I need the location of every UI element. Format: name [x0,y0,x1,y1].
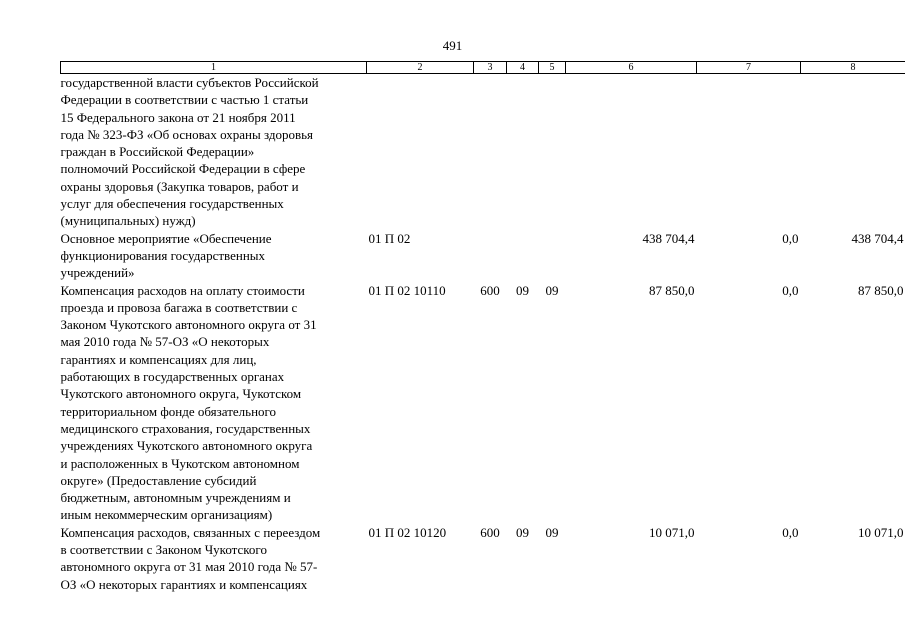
row-pr-cell: 09 [545,524,559,540]
column-header-4: 4 [507,62,539,74]
row-code-cell: 01 П 02 [368,230,411,246]
table-row [61,230,905,282]
row-name-cell: Основное мероприятие «Обеспечение функционирования государственных учреждений» [60,230,272,281]
row-fed-cell: 0,0 [782,282,799,298]
row-fed-cell: 0,0 [782,230,799,246]
column-header-6: 6 [566,62,697,74]
row-code-cell [367,74,474,230]
table-row [61,74,905,230]
row-vr-cell: 600 [480,282,500,298]
table-row [61,524,905,593]
page-number: 491 [442,38,463,53]
table-row [61,282,905,524]
row-pr-cell [539,74,566,230]
row-regional-cell: 87 850,0 [858,282,904,298]
row-pr-cell: 09 [545,282,559,298]
column-number-header-row [61,62,905,74]
row-fed-cell [697,74,801,230]
row-regional-cell: 438 704,4 [851,230,904,246]
row-vr-cell: 600 [480,524,500,540]
row-fed-cell: 0,0 [782,524,799,540]
row-rz-cell: 09 [516,524,529,540]
row-regional-cell [801,74,905,230]
row-total-cell [566,74,697,230]
row-name-cell: Компенсация расходов, связанных с переездом в соответствии с Законом Чукотского автономного округа от 31 мая 2010 года № 57- ОЗ «О некоторых гарантиях и компенсациях [60,524,321,592]
column-header-8: 8 [801,62,905,74]
row-total-cell: 87 850,0 [649,282,695,298]
row-rz-cell [507,74,539,230]
row-pr-cell [539,230,566,282]
column-header-5: 5 [539,62,566,74]
row-rz-cell: 09 [516,282,529,298]
column-header-1: 1 [61,62,367,74]
column-header-7: 7 [697,62,801,74]
row-total-cell: 10 071,0 [649,524,695,540]
row-name-cell: Компенсация расходов на оплату стоимости проезда и провоза багажа в соответствии с Законом Чукотского автономного округа от 31 мая 2010 года № 57-ОЗ «О некоторых гарантиях и компенсациях для лиц, работающих в государственных органах Чукотского автономного округа, Чукотском территориальном фонде обязательного медицинского страхования, государственных учреждениях Чукотского автономного округа и расположенных в Чукотском автономном округе» (Предоставление субсидий бюджетным, автономным учреждениям и иным некоммерческим организациям) [60,282,317,523]
row-vr-cell [474,74,507,230]
row-rz-cell [507,230,539,282]
row-total-cell: 438 704,4 [642,230,695,246]
column-header-3: 3 [474,62,507,74]
row-code-cell: 01 П 02 10110 [368,282,446,298]
row-vr-cell [474,230,507,282]
budget-table [60,61,905,593]
column-header-2: 2 [367,62,474,74]
row-regional-cell: 10 071,0 [858,524,904,540]
row-code-cell: 01 П 02 10120 [368,524,447,540]
row-name-cell: государственной власти субъектов Российской Федерации в соответствии с частью 1 статьи 15 Федерального закона от 21 ноября 2011 года № 323-ФЗ «Об основах охраны здоровья граждан в Российской Федерации» полномочий Российской Федерации в сфере охраны здоровья (Закупка товаров, работ и услуг для обеспечения государственных (муниципальных) нужд) [60,75,319,229]
